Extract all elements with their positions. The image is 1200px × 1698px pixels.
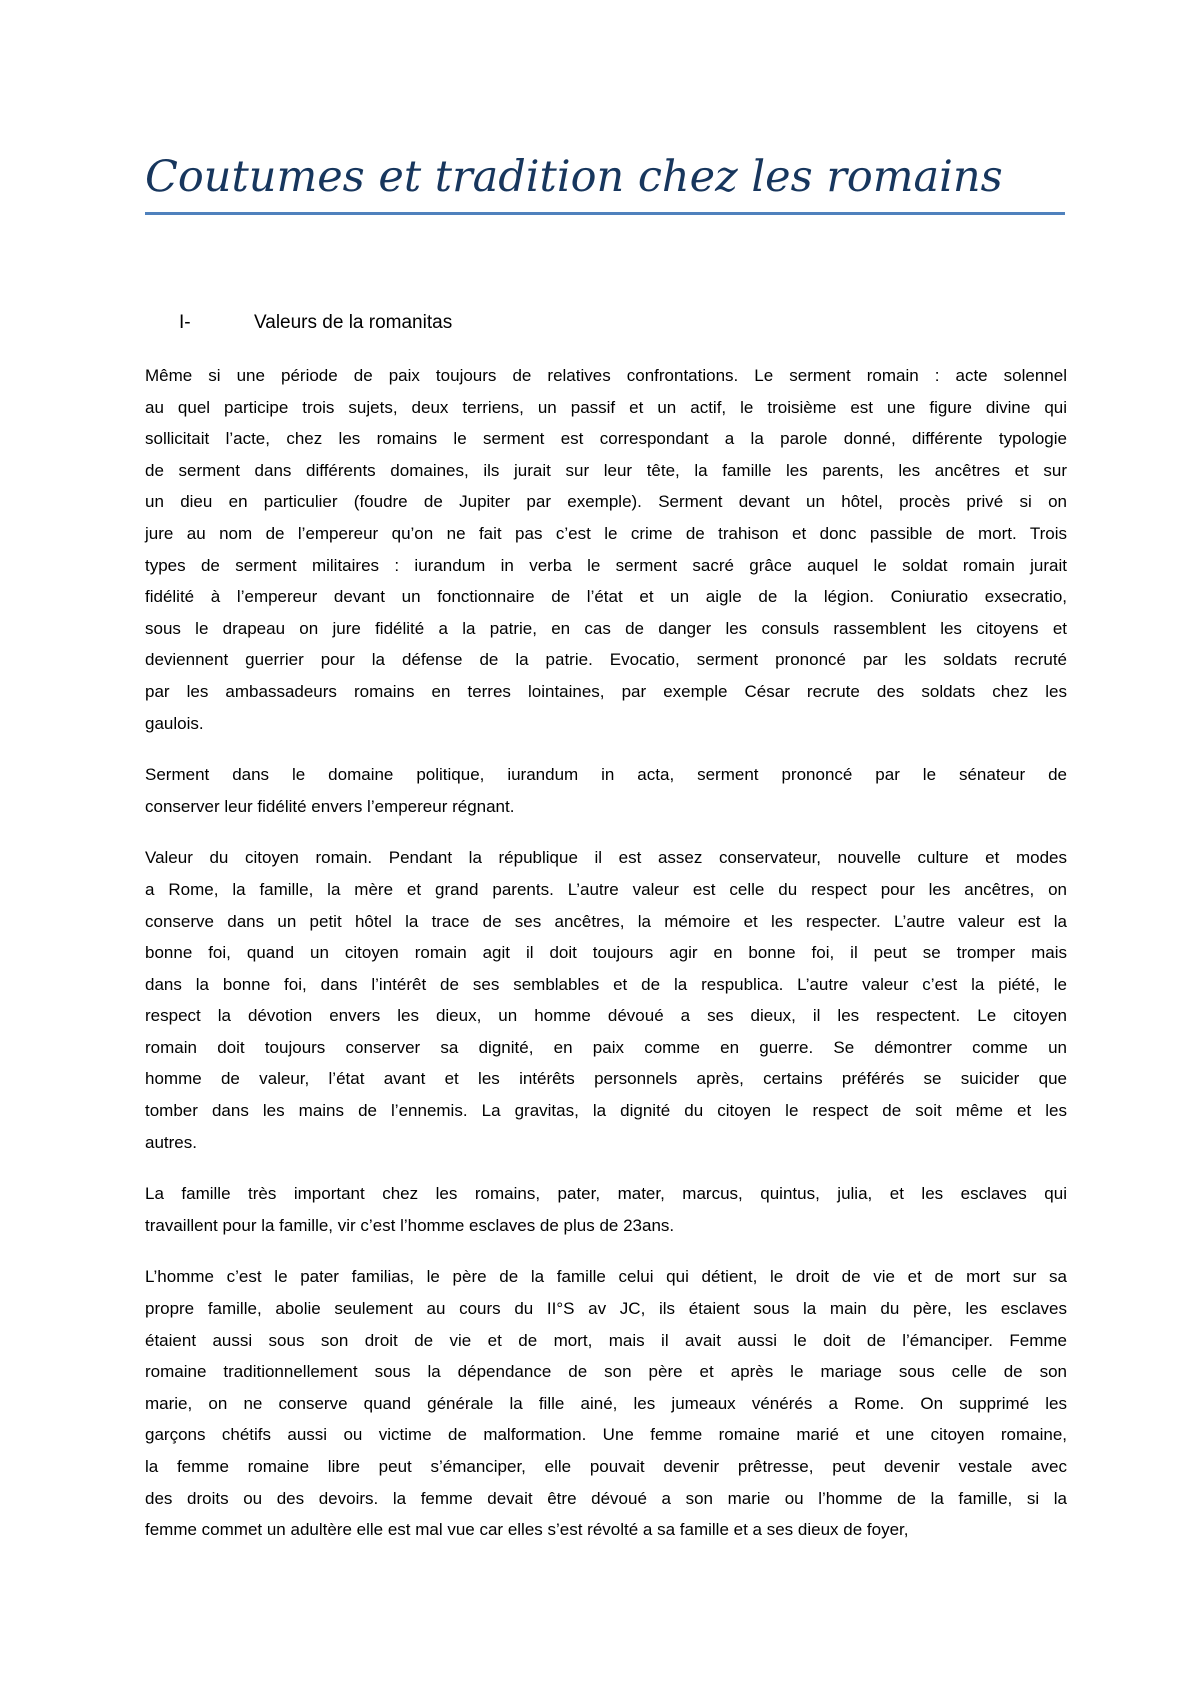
paragraph-line: L’homme c’est le pater familias, le père de la famille celui qui détient, le droit de vie et de mort sur sa <box>145 1267 1067 1287</box>
paragraph-line: gaulois. <box>145 713 204 733</box>
paragraph-line: Même si une période de paix toujours de relatives confrontations. Le serment romain : acte solennel <box>145 366 1067 385</box>
paragraph-line: homme de valeur, l’état avant et les intérêts personnels après, certains préférés se suicider que <box>145 1069 1067 1089</box>
paragraph-3 <box>145 842 1067 1158</box>
section-heading <box>179 310 452 336</box>
paragraph-line: autres. <box>145 1132 197 1152</box>
paragraph-line: Serment dans le domaine politique, iurandum in acta, serment prononcé par le sénateur de <box>145 765 1067 785</box>
paragraph-line: des droits ou des devoirs. la femme devait être dévoué a son marie ou l’homme de la famille, si la <box>145 1488 1067 1508</box>
paragraph-line: sous le drapeau on jure fidélité a la patrie, en cas de danger les consuls rassemblent les citoyens et <box>145 618 1067 638</box>
paragraph-line: La famille très important chez les romains, pater, mater, marcus, quintus, julia, et les esclaves qui <box>145 1184 1067 1204</box>
paragraph-line: romaine traditionnellement sous la dépendance de son père et après le mariage sous celle de son <box>145 1362 1067 1382</box>
paragraph-line: garçons chétifs aussi ou victime de malformation. Une femme romaine marié et une citoyen romaine, <box>145 1425 1067 1445</box>
paragraph-line: tomber dans les mains de l’ennemis. La gravitas, la dignité du citoyen le respect de soit même et les <box>145 1101 1067 1121</box>
paragraph-line: femme commet un adultère elle est mal vue car elles s’est révolté a sa famille et a ses dieux de foyer, <box>145 1520 909 1540</box>
paragraph-2 <box>145 759 1067 822</box>
paragraph-line: étaient aussi sous son droit de vie et de mort, mais il avait aussi le doit de l’émanciper. Femme <box>145 1330 1067 1350</box>
paragraph-line: marie, on ne conserve quand générale la fille ainé, les jumeaux vénérés a Rome. On supprimé les <box>145 1393 1067 1413</box>
paragraph-line: au quel participe trois sujets, deux terriens, un passif et un actif, le troisième est une figure divine qui <box>145 397 1067 417</box>
paragraph-line: conserve dans un petit hôtel la trace de ses ancêtres, la mémoire et les respecter. L’autre valeur est la <box>145 911 1067 931</box>
paragraph-line: conserver leur fidélité envers l’empereur régnant. <box>145 796 515 816</box>
paragraph-line: Valeur du citoyen romain. Pendant la république il est assez conservateur, nouvelle culture et modes <box>145 848 1067 868</box>
section-number: I- <box>179 312 191 333</box>
paragraph-line: propre famille, abolie seulement au cours du II°S av JC, ils étaient sous la main du père, les esclaves <box>145 1299 1067 1319</box>
paragraph-line: un dieu en particulier (foudre de Jupiter par exemple). Serment devant un hôtel, procès privé si on <box>145 492 1067 512</box>
paragraph-line: bonne foi, quand un citoyen romain agit il doit toujours agir en bonne foi, il peut se tromper mais <box>145 943 1067 963</box>
paragraph-5 <box>145 1261 1067 1545</box>
paragraph-line: a Rome, la famille, la mère et grand parents. L’autre valeur est celle du respect pour les ancêtres, on <box>145 879 1067 899</box>
paragraph-line: dans la bonne foi, dans l’intérêt de ses semblables et de la respublica. L’autre valeur c’est la piété, le <box>145 974 1067 994</box>
document-body <box>145 360 1067 1566</box>
paragraph-line: travaillent pour la famille, vir c’est l’homme esclaves de plus de 23ans. <box>145 1215 675 1235</box>
paragraph-line: types de serment militaires : iurandum in verba le serment sacré grâce auquel le soldat romain jurait <box>145 555 1067 575</box>
paragraph-line: fidélité à l’empereur devant un fonctionnaire de l’état et un aigle de la légion. Coniuratio exsecratio, <box>145 587 1067 607</box>
paragraph-line: respect la dévotion envers les dieux, un homme dévoué a ses dieux, il les respectent. Le citoyen <box>145 1006 1067 1026</box>
paragraph-line: la femme romaine libre peut s’émanciper, elle pouvait devenir prêtresse, peut devenir vestale avec <box>145 1457 1067 1476</box>
paragraph-line: par les ambassadeurs romains en terres lointaines, par exemple César recrute des soldats chez les <box>145 681 1067 701</box>
paragraph-line: deviennent guerrier pour la défense de la patrie. Evocatio, serment prononcé par les soldats recruté <box>145 650 1067 670</box>
section-title: Valeurs de la romanitas <box>254 312 453 333</box>
title-underline <box>145 212 1065 215</box>
paragraph-line: de serment dans différents domaines, ils jurait sur leur tête, la famille les parents, les ancêtres et sur <box>145 460 1067 480</box>
paragraph-line: romain doit toujours conserver sa dignité, en paix comme en guerre. Se démontrer comme un <box>145 1037 1067 1057</box>
paragraph-line: jure au nom de l’empereur qu’on ne fait pas c’est le crime de trahison et donc passible de mort. Trois <box>145 523 1067 543</box>
paragraph-line: sollicitait l’acte, chez les romains le serment est correspondant a la parole donné, différente typologie <box>145 429 1067 449</box>
paragraph-4 <box>145 1178 1067 1241</box>
document-title: Coutumes et tradition chez les romains <box>145 152 1003 202</box>
paragraph-1 <box>145 360 1067 739</box>
